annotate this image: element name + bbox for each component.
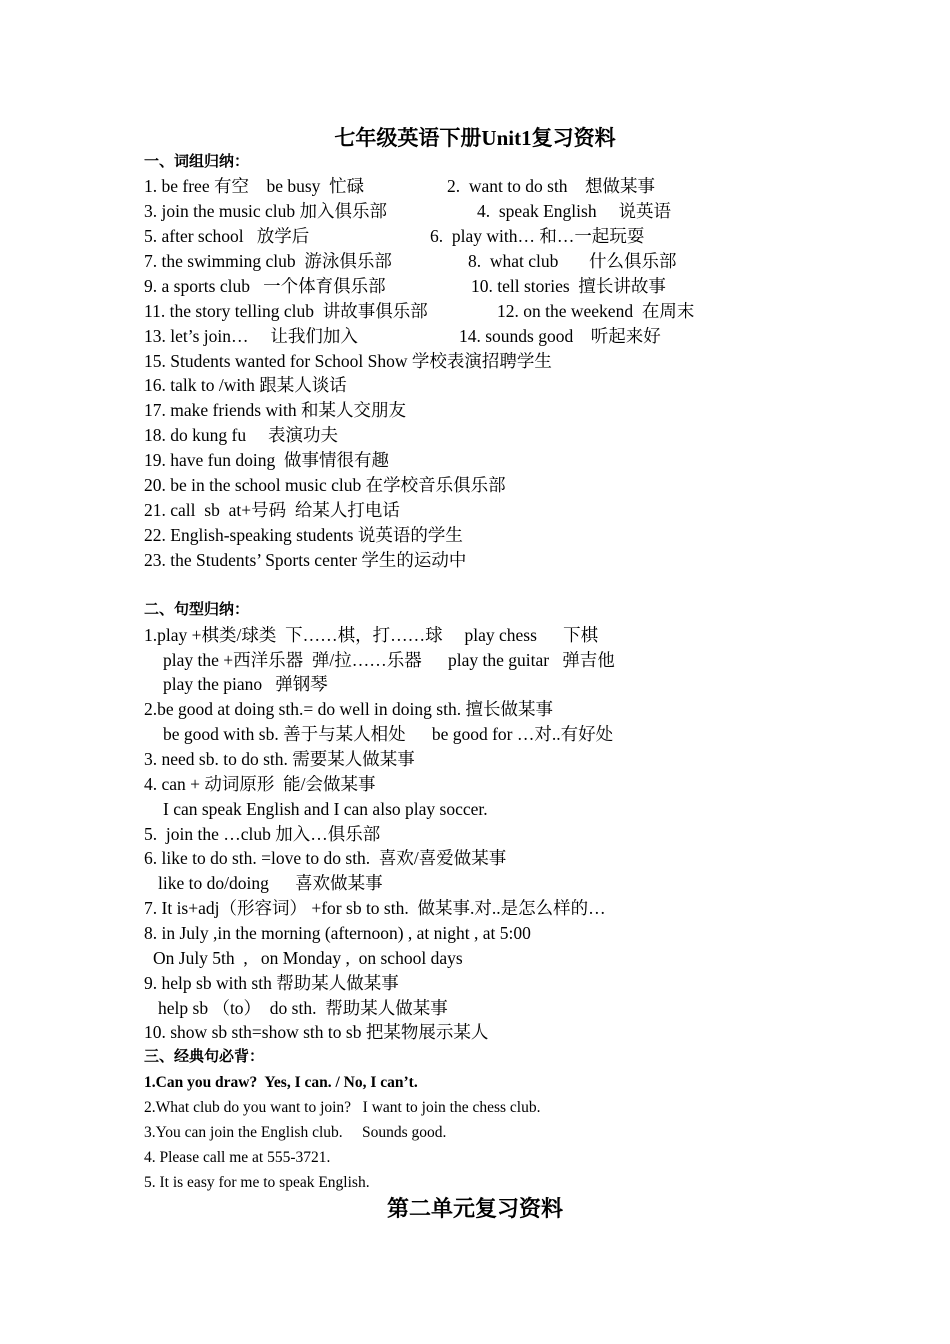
pattern-item: 6. like to do sth. =love to do sth. 喜欢/喜爱做某事 <box>144 848 507 868</box>
phrase-item: 22. English-speaking students 说英语的学生 <box>144 525 463 545</box>
phrase-row <box>144 249 677 274</box>
phrase-item: 11. the story telling club 讲故事俱乐部 <box>144 301 428 321</box>
sentence-item: 3.You can join the English club. Sounds good. <box>144 1124 447 1141</box>
phrase-row <box>144 174 656 199</box>
phrase-item: 20. be in the school music club 在学校音乐俱乐部 <box>144 475 506 495</box>
pattern-item: 3. need sb. to do sth. 需要某人做某事 <box>144 749 415 769</box>
phrase-item: 12. on the weekend 在周末 <box>497 301 695 321</box>
sentence-item: 4. Please call me at 555-3721. <box>144 1149 331 1166</box>
phrase-item: 16. talk to /with 跟某人谈话 <box>144 375 347 395</box>
section1-heading: 一、词组归纳： <box>144 154 250 170</box>
pattern-item: like to do/doing 喜欢做某事 <box>158 873 383 893</box>
phrase-item: 10. tell stories 擅长讲故事 <box>471 276 666 296</box>
pattern-item: 9. help sb with sth 帮助某人做某事 <box>144 973 399 993</box>
pattern-item: I can speak English and I can also play soccer. <box>163 799 488 819</box>
section2-heading: 二、句型归纳： <box>144 602 250 618</box>
phrase-row <box>144 224 645 249</box>
pattern-item: be good with sb. 善于与某人相处 be good for …对..有好处 <box>163 724 614 744</box>
pattern-item: 8. in July ,in the morning (afternoon) , at night , at 5:00 <box>144 923 531 943</box>
document-title: 七年级英语下册Unit1复习资料 <box>334 126 616 150</box>
pattern-item: On July 5th , on Monday , on school days <box>153 948 463 968</box>
phrase-item: 17. make friends with 和某人交朋友 <box>144 400 406 420</box>
pattern-item: 4. can + 动词原形 能/会做某事 <box>144 774 376 794</box>
phrase-row <box>144 274 666 299</box>
phrase-item: 4. speak English 说英语 <box>477 201 671 221</box>
sentence-item: 1.Can you draw? Yes, I can. / No, I can’t. <box>144 1074 418 1091</box>
phrase-item: 19. have fun doing 做事情很有趣 <box>144 450 389 470</box>
sentence-item: 5. It is easy for me to speak English. <box>144 1174 370 1191</box>
pattern-item: play the +西洋乐器 弹/拉……乐器 play the guitar 弹吉他 <box>163 650 615 670</box>
pattern-item: 1.play +棋类/球类 下……棋，打……球 play chess 下棋 <box>144 625 599 645</box>
phrase-item: 15. Students wanted for School Show 学校表演招聘学生 <box>144 351 552 371</box>
pattern-item: 7. It is+adj（形容词） +for sb to sth. 做某事.对..是怎么样的… <box>144 898 606 918</box>
phrase-item: 5. after school 放学后 <box>144 226 310 246</box>
section3-heading: 三、经典句必背： <box>144 1049 265 1065</box>
phrase-row <box>144 324 661 349</box>
phrase-item: 7. the swimming club 游泳俱乐部 <box>144 251 392 271</box>
phrase-row <box>144 299 695 324</box>
phrase-item: 8. what club 什么俱乐部 <box>468 251 677 271</box>
phrase-item: 9. a sports club 一个体育俱乐部 <box>144 276 386 296</box>
pattern-item: 10. show sb sth=show sth to sb 把某物展示某人 <box>144 1022 489 1042</box>
pattern-item: 2.be good at doing sth.= do well in doing sth. 擅长做某事 <box>144 699 553 719</box>
unit2-title: 第二单元复习资料 <box>386 1196 563 1221</box>
phrase-item: 2. want to do sth 想做某事 <box>447 176 656 196</box>
phrase-item: 21. call sb at+号码 给某人打电话 <box>144 500 400 520</box>
phrase-item: 13. let’s join… 让我们加入 <box>144 326 358 346</box>
sentence-item: 2.What club do you want to join? I want to join the chess club. <box>144 1099 541 1116</box>
phrase-item: 23. the Students’ Sports center 学生的运动中 <box>144 550 467 570</box>
phrase-item: 18. do kung fu 表演功夫 <box>144 425 338 445</box>
phrase-item: 1. be free 有空 be busy 忙碌 <box>144 176 365 196</box>
pattern-item: play the piano 弹钢琴 <box>163 674 328 694</box>
pattern-item: 5. join the …club 加入…俱乐部 <box>144 824 381 844</box>
phrase-row <box>144 199 671 224</box>
pattern-item: help sb （to） do sth. 帮助某人做某事 <box>158 998 448 1018</box>
phrase-item: 3. join the music club 加入俱乐部 <box>144 201 388 221</box>
phrase-item: 6. play with… 和…一起玩耍 <box>430 226 645 246</box>
phrase-item: 14. sounds good 听起来好 <box>459 326 661 346</box>
